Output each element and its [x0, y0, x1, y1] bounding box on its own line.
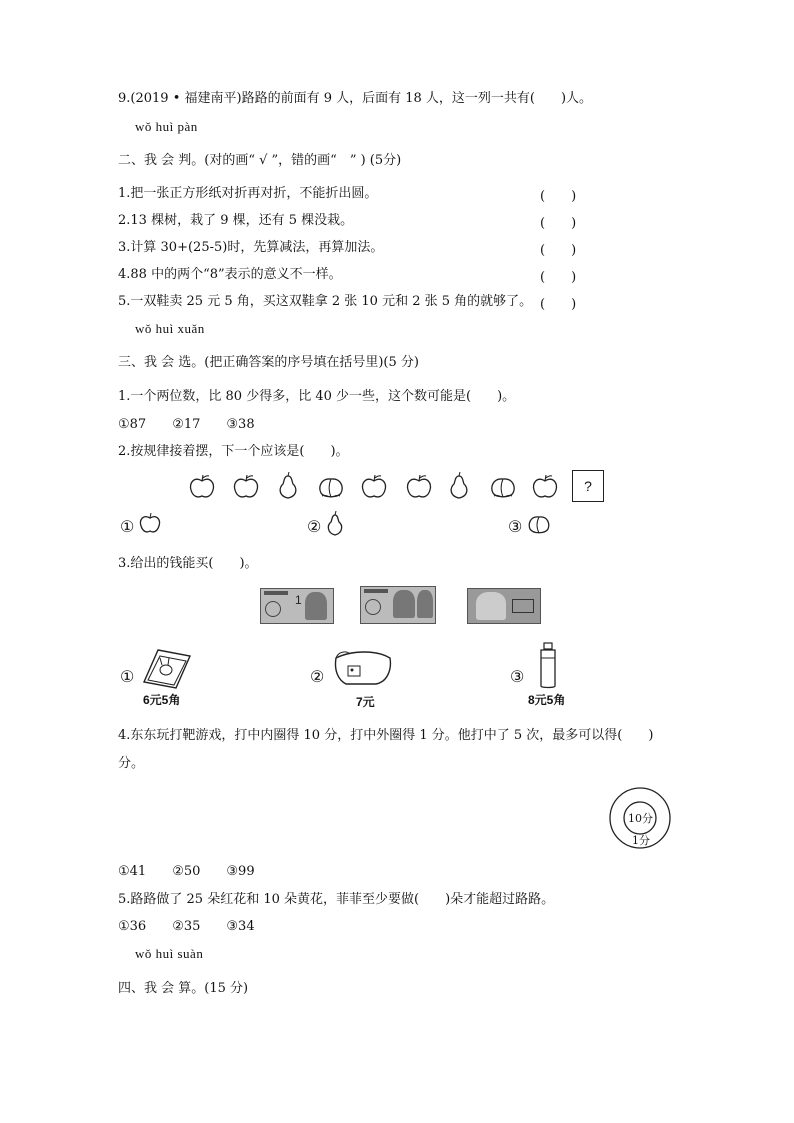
- choice-q1: 1.一个两位数，比 80 少得多，比 40 少一些，这个数可能是( )。: [118, 389, 516, 404]
- bill-1-value: 1: [295, 593, 302, 607]
- price-1: 6元5角: [143, 693, 181, 707]
- judge-item-1: 1.把一张正方形纸对折再对折，不能折出圆。: [118, 186, 378, 201]
- peach-icon: [526, 513, 552, 537]
- judge-item-3: 3.计算 30+(25-5)时，先算减法，再算加法。: [118, 240, 384, 255]
- choice-q4-cont: 分。: [118, 756, 145, 771]
- buy-option-1-label[interactable]: ①: [120, 667, 135, 686]
- answer-paren-2[interactable]: ( ): [540, 216, 577, 231]
- fruit-option-2-label[interactable]: ②: [307, 517, 322, 536]
- fruit-option-3-label[interactable]: ③: [508, 517, 523, 536]
- apple-icon: [232, 474, 260, 500]
- judge-item-5: 5.一双鞋卖 25 元 5 角，买这双鞋拿 2 张 10 元和 2 张 5 角的就够了。: [118, 294, 533, 309]
- one-yuan-bill: [260, 588, 334, 624]
- pear-icon: [276, 472, 300, 500]
- five-yuan-bill: [360, 586, 436, 624]
- section2-pinyin: wǒ huì pàn: [135, 119, 198, 134]
- target-inner-label: 10分: [628, 812, 653, 825]
- apple-icon: [405, 474, 433, 500]
- apple-icon: [138, 512, 162, 536]
- section3-heading: 三、我 会 选。(把正确答案的序号填在括号里)(5 分): [118, 355, 419, 370]
- section4-pinyin: wǒ huì suàn: [135, 946, 204, 961]
- apple-icon: [360, 474, 388, 500]
- notebook-icon: [140, 648, 192, 690]
- choice-q5-options: ①36 ②35 ③34: [118, 919, 255, 934]
- price-2: 7元: [356, 695, 375, 709]
- answer-paren-3[interactable]: ( ): [540, 243, 577, 258]
- apple-icon: [188, 474, 216, 500]
- answer-paren-5[interactable]: ( ): [540, 297, 577, 312]
- choice-q1-options: ①87 ②17 ③38: [118, 417, 255, 432]
- buy-option-2-label[interactable]: ②: [310, 667, 325, 686]
- peach-icon: [488, 474, 518, 500]
- question-9: 9.(2019 • 福建南平)路路的前面有 9 人，后面有 18 人，这一列一共有( )人。: [118, 91, 593, 106]
- section4-heading: 四、我 会 算。(15 分): [118, 981, 249, 996]
- apple-icon: [531, 474, 559, 500]
- peach-icon: [316, 474, 346, 500]
- fruit-option-1-label[interactable]: ①: [120, 517, 135, 536]
- question-mark-box: ?: [572, 470, 604, 502]
- answer-paren-1[interactable]: ( ): [540, 189, 577, 204]
- section2-heading: 二、我 会 判。(对的画“ √ ”，错的画“ ” ) (5分): [118, 153, 402, 168]
- choice-q4: 4.东东玩打靶游戏，打中内圈得 10 分，打中外圈得 1 分。他打中了 5 次，最多可以得( ): [118, 728, 654, 743]
- water-bottle-icon: [537, 642, 559, 690]
- target-outer-label: 1分: [632, 834, 650, 847]
- choice-q4-options: ①41 ②50 ③99: [118, 864, 255, 879]
- choice-q5: 5.路路做了 25 朵红花和 10 朵黄花，菲菲至少要做( )朵才能超过路路。: [118, 892, 555, 907]
- choice-q2: 2.按规律接着摆，下一个应该是( )。: [118, 444, 349, 459]
- price-3: 8元5角: [528, 693, 566, 707]
- judge-item-2: 2.13 棵树，栽了 9 棵，还有 5 棵没栽。: [118, 213, 354, 228]
- pear-icon: [447, 472, 471, 500]
- judge-item-4: 4.88 中的两个“8”表示的意义不一样。: [118, 267, 342, 282]
- section3-pinyin: wǒ huì xuǎn: [135, 321, 205, 336]
- pear-icon: [325, 511, 345, 537]
- choice-q3: 3.给出的钱能买( )。: [118, 556, 258, 571]
- answer-paren-4[interactable]: ( ): [540, 270, 577, 285]
- buy-option-3-label[interactable]: ③: [510, 667, 525, 686]
- pencil-case-icon: [332, 648, 394, 690]
- jiao-bill: [467, 588, 541, 624]
